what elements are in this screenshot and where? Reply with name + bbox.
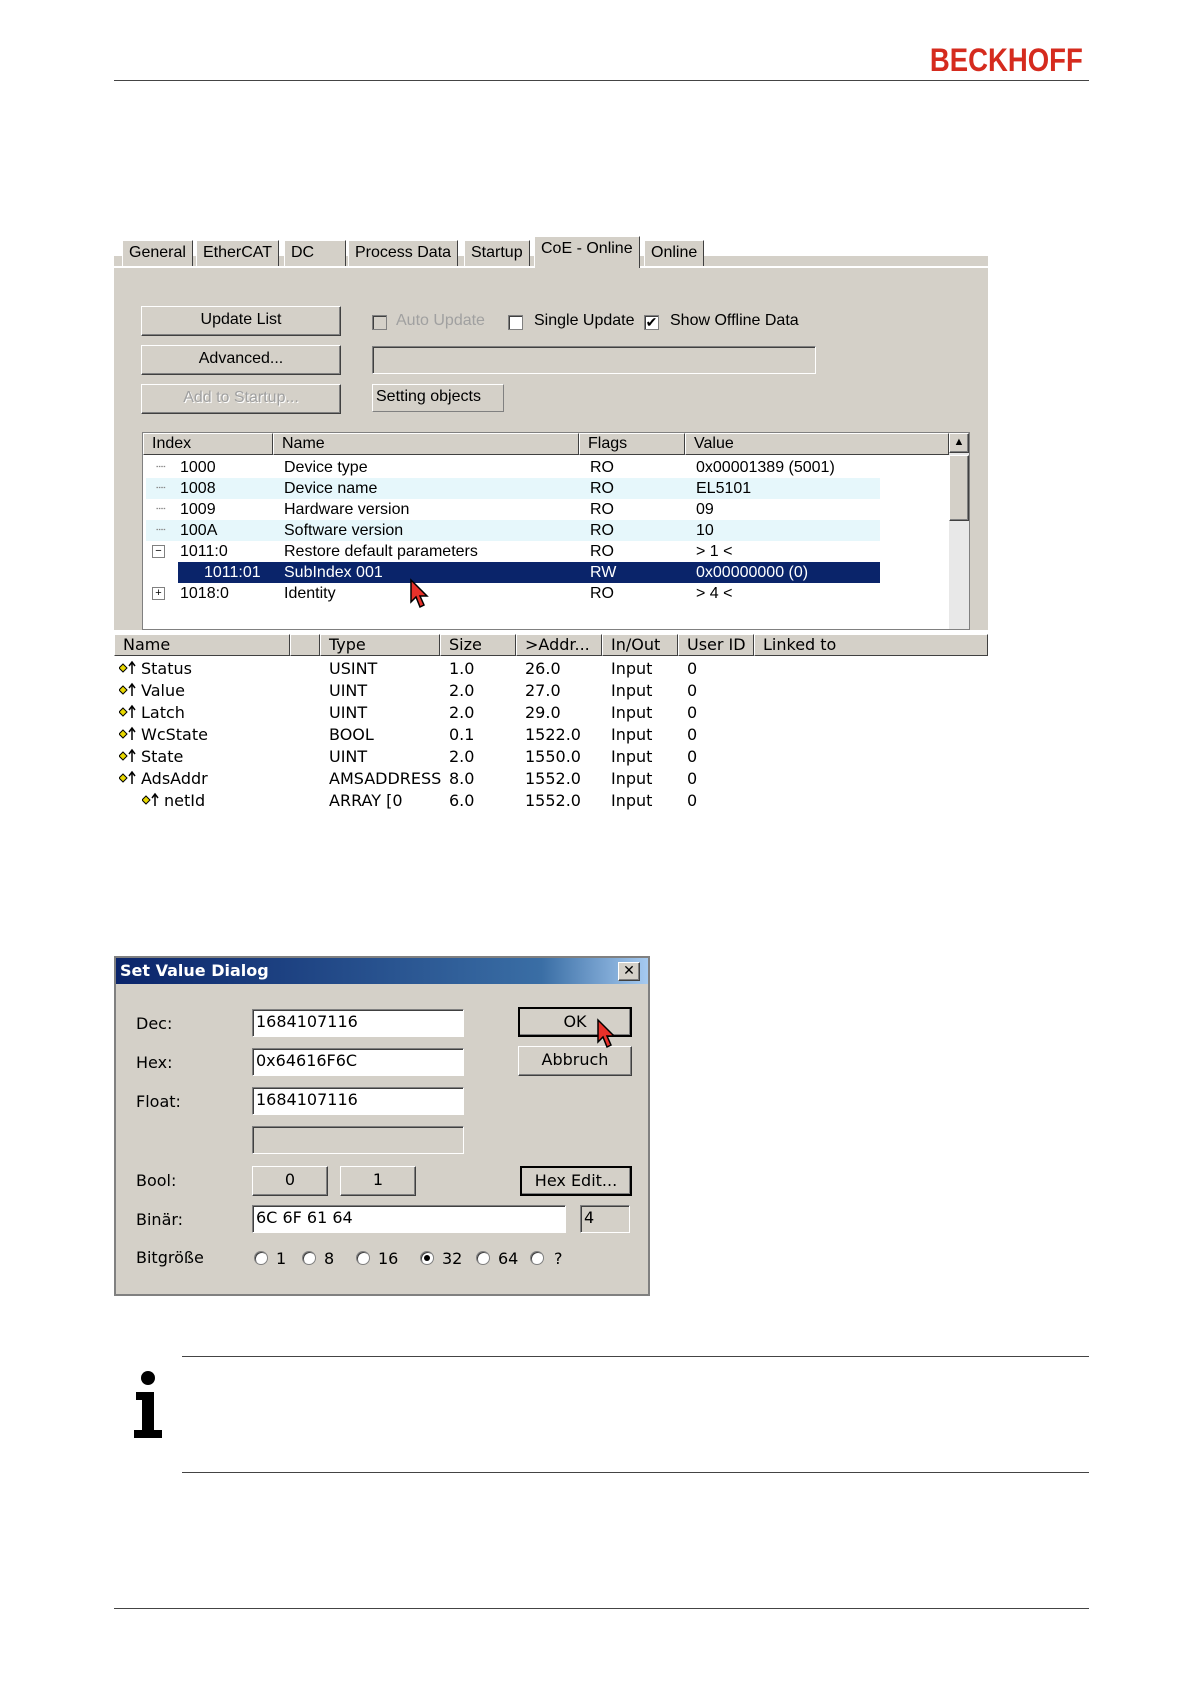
row-flags: RO (590, 585, 614, 602)
col-pv-size[interactable]: Size (440, 634, 516, 656)
dec-input[interactable]: 1684107116 (252, 1009, 464, 1037)
col-pv-blank[interactable] (290, 634, 320, 656)
pv-type: USINT (329, 659, 378, 678)
pv-size: 2.0 (449, 703, 475, 722)
tree-line-icon: ┈ (156, 459, 166, 476)
single-update-checkbox[interactable] (508, 315, 523, 330)
add-to-startup-button[interactable]: Add to Startup... (141, 384, 341, 414)
pv-type: UINT (329, 703, 368, 722)
bitsize-auto-radio[interactable] (530, 1251, 544, 1265)
row-index: 1011:01 (204, 564, 261, 581)
col-flags[interactable]: Flags (579, 433, 685, 455)
set-value-dialog (114, 956, 650, 1296)
input-variable-icon (119, 660, 137, 676)
object-list[interactable] (142, 432, 970, 630)
pv-addr: 29.0 (525, 703, 561, 722)
input-variable-icon (119, 704, 137, 720)
process-variable-list[interactable] (114, 634, 988, 814)
auto-update-checkbox[interactable] (372, 315, 387, 330)
col-pv-userid[interactable]: User ID (678, 634, 754, 656)
row-flags: RO (590, 480, 614, 497)
row-name: Device type (284, 459, 368, 476)
expand-icon[interactable]: + (152, 587, 165, 600)
table-row[interactable] (146, 499, 880, 520)
pv-name: Status (141, 659, 192, 678)
pv-addr: 1522.0 (525, 725, 581, 744)
row-value: 09 (696, 501, 714, 518)
row-name: SubIndex 001 (284, 564, 383, 581)
pv-inout: Input (611, 703, 653, 722)
col-pv-name[interactable]: Name (114, 634, 290, 656)
pv-row[interactable] (114, 680, 914, 701)
row-name: Device name (284, 480, 378, 497)
pv-inout: Input (611, 681, 653, 700)
scrollbar[interactable] (949, 433, 969, 629)
scroll-up-icon[interactable]: ▲ (949, 433, 969, 453)
row-flags: RO (590, 501, 614, 518)
tab-startup[interactable]: Startup (464, 240, 530, 266)
pv-size: 2.0 (449, 681, 475, 700)
ok-button[interactable]: OK (518, 1007, 632, 1037)
bitsize-8-radio[interactable] (302, 1251, 316, 1265)
row-value: EL5101 (696, 480, 752, 497)
mouse-cursor-icon (409, 578, 431, 610)
row-flags: RW (590, 564, 617, 581)
bitsize-64-radio[interactable] (476, 1251, 490, 1265)
col-pv-addr[interactable]: >Addr... (516, 634, 602, 656)
binary-label: Binär: (136, 1210, 184, 1229)
pv-row[interactable] (114, 702, 914, 723)
table-row[interactable] (146, 478, 880, 499)
pv-type: UINT (329, 747, 368, 766)
pv-size: 0.1 (449, 725, 475, 744)
bitsize-auto-label: ? (554, 1249, 563, 1268)
table-row[interactable] (146, 457, 880, 478)
string-input[interactable] (252, 1126, 464, 1154)
pv-type: ARRAY [0 (329, 791, 403, 810)
hex-label: Hex: (136, 1053, 173, 1072)
header-rule (114, 80, 1089, 81)
pv-type: AMSADDRESS (329, 769, 442, 788)
pv-row[interactable] (114, 746, 914, 767)
bitsize-16-radio[interactable] (356, 1251, 370, 1265)
show-offline-data-label: Show Offline Data (670, 312, 799, 329)
pv-addr: 1552.0 (525, 791, 581, 810)
row-name: Identity (284, 585, 336, 602)
show-offline-data-checkbox[interactable] (644, 315, 659, 330)
row-name: Hardware version (284, 501, 410, 518)
tab-coe-online[interactable]: CoE - Online (534, 236, 640, 268)
pv-userid: 0 (687, 791, 698, 810)
row-value: 0x00001389 (5001) (696, 459, 835, 476)
tab-ethercat[interactable]: EtherCAT (196, 240, 279, 266)
row-index: 1009 (180, 501, 216, 518)
pv-row[interactable] (114, 768, 914, 789)
pv-size: 1.0 (449, 659, 475, 678)
binary-length-field: 4 (580, 1205, 630, 1233)
pv-inout: Input (611, 725, 653, 744)
footer-rule (114, 1608, 1089, 1609)
row-index: 100A (180, 522, 218, 539)
input-variable-icon (119, 748, 137, 764)
bitsize-8-label: 8 (324, 1249, 335, 1268)
row-value: > 1 < (696, 543, 733, 560)
pv-type: BOOL (329, 725, 374, 744)
note-top-rule (182, 1356, 1089, 1357)
bitsize-64-label: 64 (498, 1249, 519, 1268)
row-flags: RO (590, 459, 614, 476)
row-value: 10 (696, 522, 714, 539)
pv-size: 2.0 (449, 747, 475, 766)
info-icon (130, 1370, 166, 1440)
pv-inout: Input (611, 747, 653, 766)
tab-process-data[interactable]: Process Data (348, 240, 458, 266)
col-pv-type[interactable]: Type (320, 634, 440, 656)
row-index: 1018:0 (180, 585, 229, 602)
pv-name: Latch (141, 703, 185, 722)
row-value: > 4 < (696, 585, 733, 602)
bool-0-button[interactable]: 0 (252, 1166, 328, 1196)
input-variable-icon (119, 770, 137, 786)
input-variable-icon (119, 682, 137, 698)
bitsize-16-label: 16 (378, 1249, 399, 1268)
pv-name: WcState (141, 725, 208, 744)
dec-label: Dec: (136, 1014, 173, 1033)
pv-userid: 0 (687, 769, 698, 788)
input-variable-icon (142, 792, 160, 808)
table-row[interactable] (146, 520, 880, 541)
row-name: Restore default parameters (284, 543, 478, 560)
bool-label: Bool: (136, 1171, 177, 1190)
dialog-title: Set Value Dialog (116, 958, 648, 984)
pv-inout: Input (611, 659, 653, 678)
col-index[interactable]: Index (143, 433, 273, 455)
tree-line-icon: ┈ (156, 522, 166, 539)
row-flags: RO (590, 522, 614, 539)
bitsize-1-radio[interactable] (254, 1251, 268, 1265)
status-field: Setting objects (372, 384, 504, 412)
note-bottom-rule (182, 1472, 1089, 1473)
input-variable-icon (119, 726, 137, 742)
auto-update-label: Auto Update (396, 312, 485, 329)
scroll-thumb[interactable] (949, 455, 969, 521)
checkmark-icon: ✔ (645, 314, 658, 330)
row-index: 1008 (180, 480, 216, 497)
pv-inout: Input (611, 791, 653, 810)
table-row-selected[interactable] (146, 562, 880, 583)
col-value[interactable]: Value (685, 433, 949, 455)
pv-name: netId (164, 791, 206, 810)
tab-online[interactable]: Online (644, 240, 704, 266)
mouse-cursor-icon (596, 1018, 618, 1050)
collapse-icon[interactable]: − (152, 545, 165, 558)
pv-userid: 0 (687, 659, 698, 678)
pv-addr: 1550.0 (525, 747, 581, 766)
pv-name: State (141, 747, 184, 766)
pv-name: AdsAddr (141, 769, 208, 788)
pv-row[interactable] (114, 790, 914, 811)
hex-input[interactable]: 0x64616F6C (252, 1048, 464, 1076)
hex-edit-button[interactable]: Hex Edit... (520, 1166, 632, 1196)
bool-1-button[interactable]: 1 (340, 1166, 416, 1196)
pv-inout: Input (611, 769, 653, 788)
progress-field (372, 346, 816, 374)
pv-type: UINT (329, 681, 368, 700)
binary-input[interactable]: 6C 6F 61 64 (252, 1205, 566, 1233)
pv-size: 6.0 (449, 791, 475, 810)
pv-userid: 0 (687, 681, 698, 700)
tree-line-icon: ┈ (156, 501, 166, 518)
pv-row[interactable] (114, 658, 914, 679)
pv-addr: 1552.0 (525, 769, 581, 788)
col-pv-inout[interactable]: In/Out (602, 634, 678, 656)
bitsize-32-label: 32 (442, 1249, 463, 1268)
col-name[interactable]: Name (273, 433, 579, 455)
row-value: 0x00000000 (0) (696, 564, 809, 581)
pv-userid: 0 (687, 725, 698, 744)
beckhoff-logo: BECKHOFF (930, 42, 1083, 78)
pv-addr: 26.0 (525, 659, 561, 678)
col-pv-linked[interactable]: Linked to (754, 634, 988, 656)
single-update-label: Single Update (534, 312, 635, 329)
pv-row[interactable] (114, 724, 914, 745)
tree-line-icon: ┈ (156, 480, 166, 497)
tab-dc[interactable]: DC (284, 240, 346, 266)
table-row[interactable] (146, 583, 880, 604)
close-icon[interactable]: ✕ (618, 962, 640, 981)
bitsize-32-radio[interactable] (420, 1251, 434, 1265)
row-flags: RO (590, 543, 614, 560)
tab-general[interactable]: General (122, 240, 193, 266)
table-row[interactable] (146, 541, 880, 562)
row-index: 1011:0 (180, 543, 228, 560)
update-list-button[interactable]: Update List (141, 306, 341, 336)
row-index: 1000 (180, 459, 216, 476)
advanced-button[interactable]: Advanced... (141, 345, 341, 375)
bitsize-label: Bitgröße (136, 1248, 204, 1267)
pv-name: Value (141, 681, 185, 700)
float-input[interactable]: 1684107116 (252, 1087, 464, 1115)
pv-size: 8.0 (449, 769, 475, 788)
row-name: Software version (284, 522, 404, 539)
bitsize-1-label: 1 (276, 1249, 287, 1268)
pv-userid: 0 (687, 747, 698, 766)
pv-userid: 0 (687, 703, 698, 722)
pv-addr: 27.0 (525, 681, 561, 700)
cancel-button[interactable]: Abbruch (518, 1046, 632, 1076)
float-label: Float: (136, 1092, 181, 1111)
